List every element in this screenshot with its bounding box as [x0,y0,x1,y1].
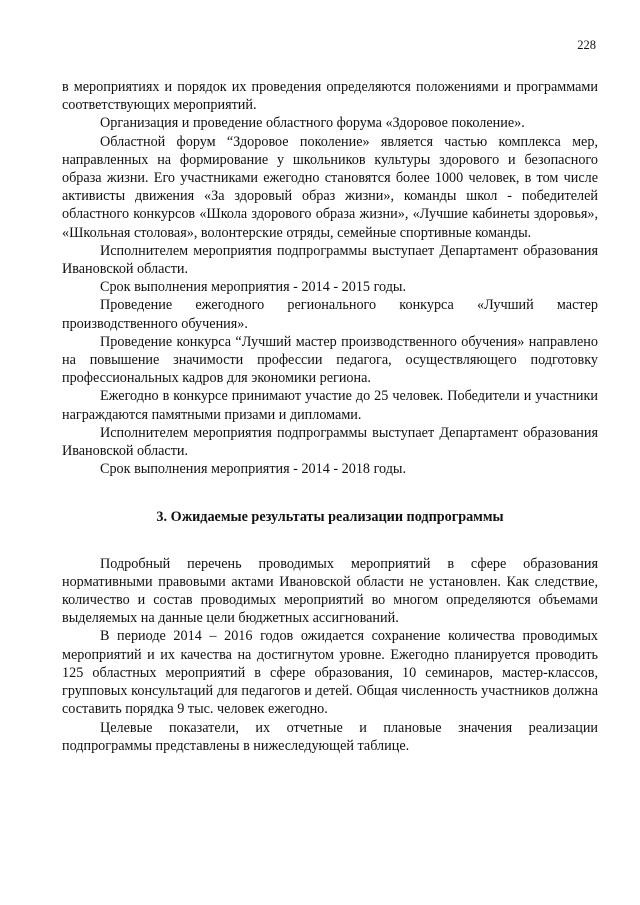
paragraph: В периоде 2014 – 2016 годов ожидается сохранение количества проводимых мероприятий и их качества на достигнутом уровне. Ежегодно планируется проводить 125 областных мероприятий в сфере образования, 10 семинаров, мастер-классов, групповых консультаций для педагогов и детей. Общая численность участников должна составить порядка 9 тыс. человек ежегодно. [62,628,598,718]
page-number: 228 [577,38,596,52]
paragraph: Целевые показатели, их отчетные и плановые значения реализации подпрограммы представлены в нижеследующей таблице. [62,719,598,754]
section-heading: 3. Ожидаемые результаты реализации подпрограммы [156,509,504,526]
paragraph: Срок выполнения мероприятия - 2014 - 2015 годы. [100,279,407,296]
paragraph: Исполнителем мероприятия подпрограммы выступает Департамент образования Ивановской области. [62,242,598,278]
paragraph: Срок выполнения мероприятия - 2014 - 2018 годы. [100,461,407,478]
paragraph: Исполнителем мероприятия подпрограммы выступает Департамент образования Ивановской области. [62,424,598,460]
paragraph: Проведение ежегодного регионального конкурса «Лучший мастер производственного обучения». [62,297,598,332]
paragraph-continuation: в мероприятиях и порядок их проведения определяются положениями и программами соответствующих мероприятий. [62,79,598,114]
document-body [62,78,598,755]
paragraph: Подробный перечень проводимых мероприятий в сфере образования нормативными правовыми актами Ивановской области не установлен. Как следствие, количество и состав проводимых мероприятий во многом определяются объемами выделяемых на данные цели бюджетных ассигнований. [62,555,598,627]
paragraph: Проведение конкурса “Лучший мастер производственного обучения» направлено на повышение значимости профессии педагога, осуществляющего подготовку профессиональных кадров для экономики региона. [62,333,598,387]
paragraph: Организация и проведение областного форума «Здоровое поколение». [100,115,525,132]
paragraph: Областной форум “Здоровое поколение» является частью комплекса мер, направленных на формирование у школьников культуры здорового и безопасного образа жизни. Его участниками ежегодно становятся более 1000 человек, в том числе активисты движения «За здоровый образ жизни», команды школ - победителей областного конкурсов «Школа здорового образа жизни», «Лучшие кабинеты здоровья», «Школьная столовая», волонтерские отряды, семейные спортивные команды. [62,133,598,241]
paragraph: Ежегодно в конкурсе принимают участие до 25 человек. Победители и участники награждаются памятными призами и дипломами. [62,388,598,423]
